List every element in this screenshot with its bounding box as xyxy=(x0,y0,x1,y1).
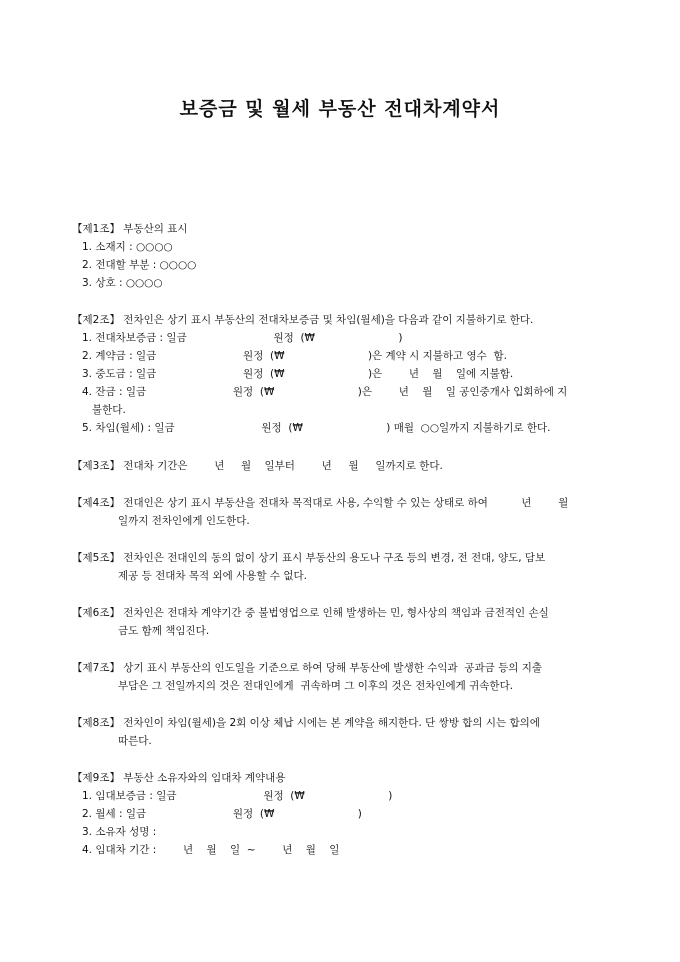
article-2-item: 2. 계약금 : 일금 원정 (₩ )은 계약 시 지불하고 영수 함. xyxy=(82,350,507,362)
article-9-item: 4. 임대차 기간 : 년 월 일 ~ 년 월 일 xyxy=(82,844,340,856)
article-1-item: 2. 전대할 부분 : ○○○○ xyxy=(82,259,197,271)
article-6-line: 【제6조】 전차인은 전대차 계약기간 중 불법영업으로 인해 발생하는 민, 형사상의 책임과 금전적인 손실 xyxy=(72,607,549,619)
article-9-item: 3. 소유자 성명 : xyxy=(82,826,157,838)
article-3: 【제3조】 전대차 기간은 년 월 일부터 년 월 일까지로 한다. xyxy=(72,460,443,472)
article-2-item: 5. 차임(월세) : 일금 원정 (₩ ) 매월 ○○일까지 지불하기로 한다. xyxy=(82,422,551,434)
article-2-item: 3. 중도금 : 일금 원정 (₩ )은 년 월 일에 지불함. xyxy=(82,368,514,380)
article-2-item: 1. 전대차보증금 : 일금 원정 (₩ ) xyxy=(82,332,403,344)
article-1-item: 3. 상호 : ○○○○ xyxy=(82,277,163,289)
article-9-item: 1. 임대보증금 : 일금 원정 (₩ ) xyxy=(82,790,393,802)
article-8-line: 따른다. xyxy=(118,735,152,747)
article-9-item: 2. 월세 : 일금 원정 (₩ ) xyxy=(82,808,362,820)
article-4-line: 일까지 전차인에게 인도한다. xyxy=(118,515,250,527)
article-6-line: 금도 함께 책임진다. xyxy=(118,625,210,637)
article-7-line: 【제7조】 상기 표시 부동산의 인도일을 기준으로 하여 당해 부동산에 발생한 수익과 공과금 등의 지출 xyxy=(72,662,542,674)
article-5-line: 제공 등 전대차 목적 외에 사용할 수 없다. xyxy=(118,570,307,582)
article-2-heading: 【제2조】 전차인은 상기 표시 부동산의 전대차보증금 및 차임(월세)을 다음과 같이 지불하기로 한다. xyxy=(72,314,534,326)
article-8-line: 【제8조】 전차인이 차임(월세)을 2회 이상 체납 시에는 본 계약을 해지한다. 단 쌍방 합의 시는 합의에 xyxy=(72,717,540,729)
article-2-item-continued: 불한다. xyxy=(82,404,126,416)
article-1-item: 1. 소재지 : ○○○○ xyxy=(82,241,173,253)
article-5-line: 【제5조】 전차인은 전대인의 동의 없이 상기 표시 부동산의 용도나 구조 등의 변경, 전 전대, 양도, 담보 xyxy=(72,552,546,564)
article-4-line: 【제4조】 전대인은 상기 표시 부동산을 전대차 목적대로 사용, 수익할 수 있는 상태로 하여 년 월 xyxy=(72,497,569,509)
article-9-heading: 【제9조】 부동산 소유자와의 임대차 계약내용 xyxy=(72,772,286,784)
article-2-item: 4. 잔금 : 일금 원정 (₩ )은 년 월 일 공인중개사 입회하에 지 xyxy=(82,386,568,398)
article-1-heading: 【제1조】 부동산의 표시 xyxy=(72,223,188,235)
article-7-line: 부담은 그 전일까지의 것은 전대인에게 귀속하며 그 이후의 것은 전차인에게 귀속한다. xyxy=(118,680,514,692)
document-title: 보증금 및 월세 부동산 전대차계약서 xyxy=(179,98,501,120)
